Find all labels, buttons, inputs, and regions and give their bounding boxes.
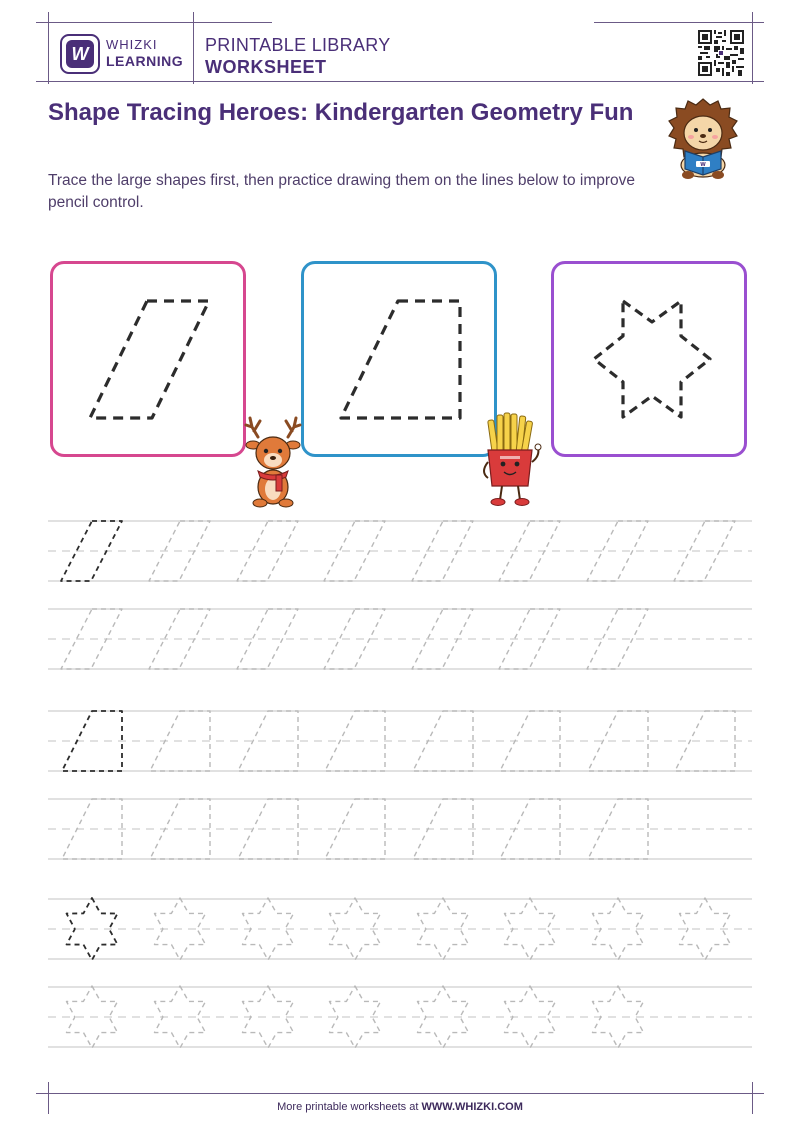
hedgehog-reading-icon [668,95,738,181]
logo-mark: W [66,40,94,68]
practice-row [48,986,752,1048]
practice-area [0,505,800,1065]
trapezoid-card [301,261,497,457]
star-large-trace [594,301,710,417]
practice-row [48,609,752,669]
frame-top-line-right [594,22,764,23]
section-label: PRINTABLE LIBRARY [205,35,391,55]
practice-row [48,799,752,859]
whizki-logo[interactable] [60,34,100,74]
star-practice-trace[interactable] [593,898,644,960]
worksheet-instructions: Trace the large shapes first, then practice drawing them on the lines below to improve pencil control. [48,172,636,211]
frame-left-line [48,12,49,84]
svg-text:W: W [700,162,706,168]
parallelogram-large-trace [90,301,209,418]
frame-top-line-left [36,22,272,23]
parallelogram-card [50,261,246,457]
qr-code-icon[interactable] [698,30,744,76]
footer [0,1101,800,1113]
brand-name-bottom: LEARNING [106,53,184,69]
star-practice-trace[interactable] [243,986,294,1048]
deer-icon [240,415,306,509]
footer-link[interactable]: WWW.WHIZKI.COM [421,1101,523,1113]
french-fries-icon [482,412,542,508]
trapezoid-large-trace [341,301,460,418]
star-card [551,261,747,457]
frame-footer-line [36,1093,764,1094]
brand-name-top: WHIZKI [106,37,158,52]
practice-row [48,898,752,960]
frame-right-line [752,12,753,84]
worksheet-title: Shape Tracing Heroes: Kindergarten Geometry Fun [48,99,634,126]
star-practice-trace[interactable] [243,898,294,960]
section-type: WORKSHEET [205,57,327,77]
star-practice-trace[interactable] [593,986,644,1048]
footer-text: More printable worksheets at [277,1101,422,1113]
frame-divider-line [193,12,194,84]
practice-row [48,711,752,771]
practice-row [48,521,752,581]
frame-header-bottom-line [36,81,764,82]
